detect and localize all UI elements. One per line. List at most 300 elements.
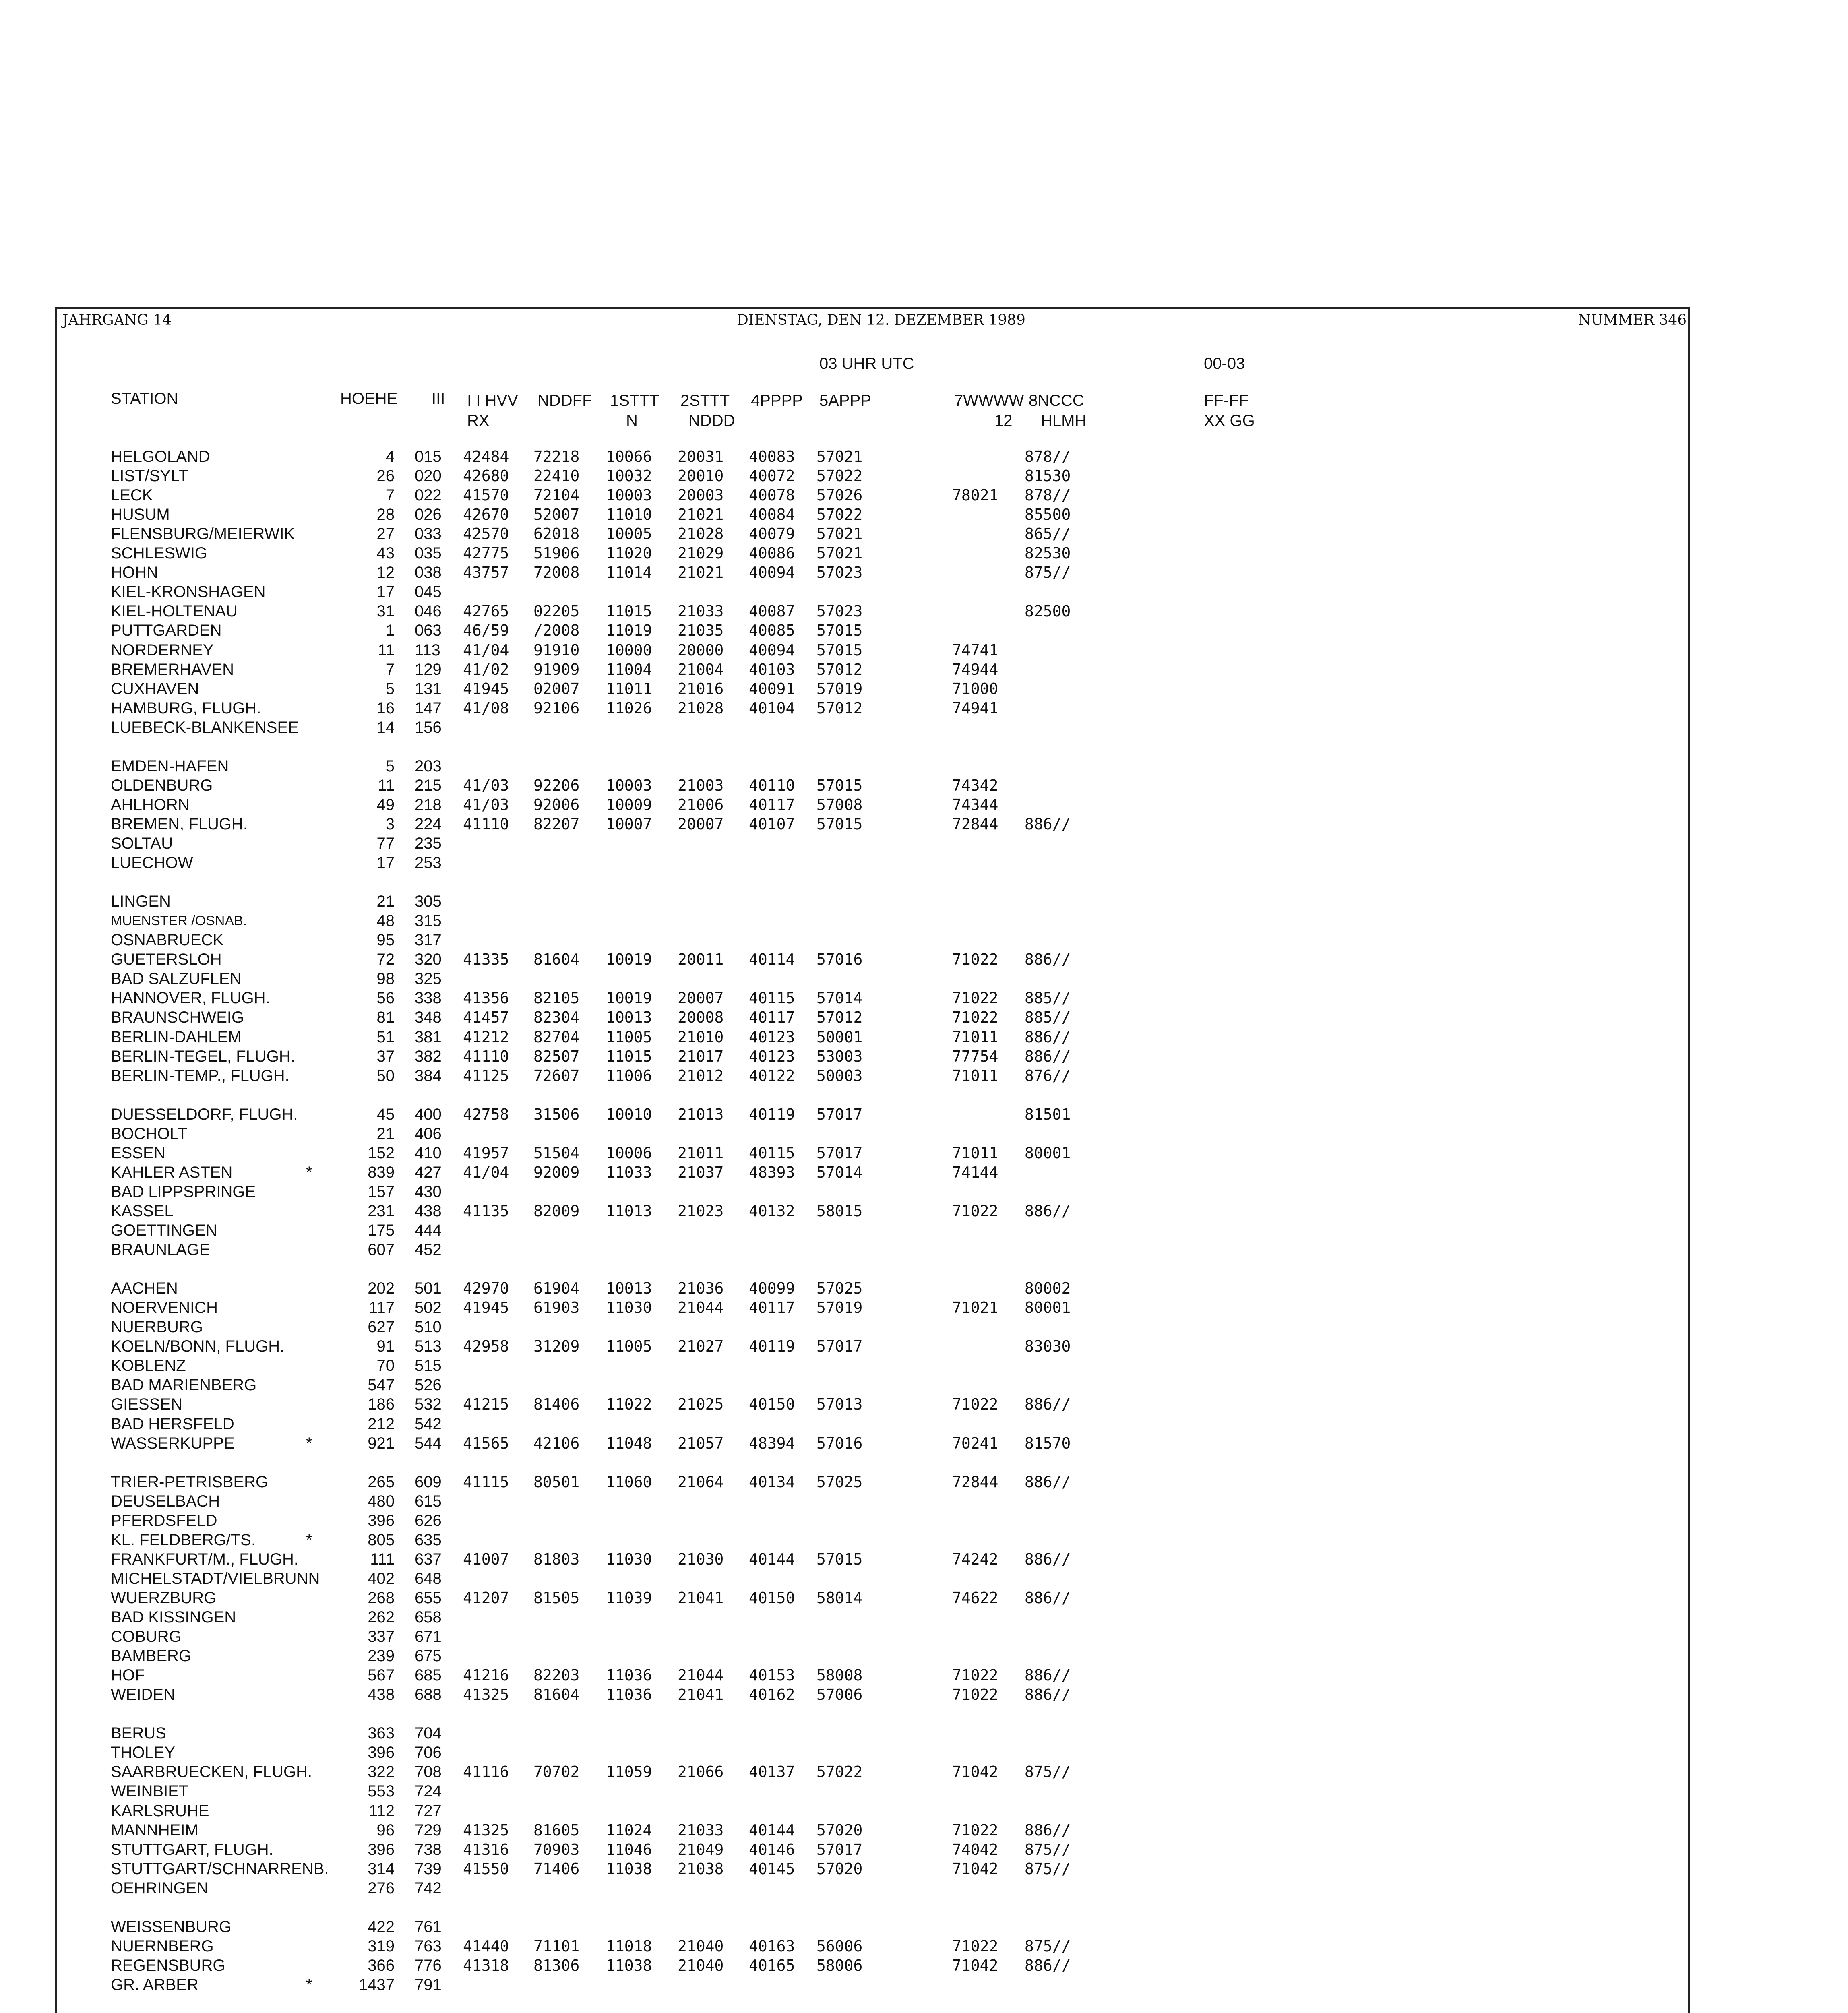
col-header-7wwww-bottom: 12 [994, 412, 1013, 430]
synop-group-3: 11014 [606, 564, 652, 582]
synop-group-2: 72218 [533, 448, 580, 465]
synop-group-3: 10000 [606, 641, 652, 659]
station-id: 444 [415, 1221, 442, 1239]
station-name: MICHELSTADT/VIELBRUNN [111, 1569, 320, 1587]
synop-group-5: 40104 [749, 699, 795, 717]
col-header-ihvv [467, 391, 518, 431]
synop-group-5: 40103 [749, 660, 795, 678]
col-header-station: STATION [111, 390, 178, 407]
synop-group-2: 72008 [533, 564, 580, 582]
synop-group-2: 82704 [533, 1028, 580, 1046]
table-row [0, 1027, 1848, 1047]
synop-group-5: 40115 [749, 1144, 795, 1162]
synop-group-5: 40123 [749, 1047, 795, 1065]
synop-group-2: 91909 [533, 660, 580, 678]
station-name: KAHLER ASTEN [111, 1163, 233, 1181]
synop-group-7: 71022 [952, 989, 998, 1007]
synop-group-2: 81605 [533, 1821, 580, 1839]
station-name: HELGOLAND [111, 448, 210, 465]
synop-group-3: 11018 [606, 1937, 652, 1955]
table-row [0, 1666, 1848, 1685]
synop-group-2: 82203 [533, 1666, 580, 1684]
synop-group-1: 41550 [463, 1860, 509, 1878]
station-height: 16 [376, 699, 395, 717]
synop-group-5: 40091 [749, 680, 795, 698]
synop-group-3: 11059 [606, 1763, 652, 1781]
synop-group-1: 41565 [463, 1434, 509, 1452]
synop-group-6: 58008 [817, 1666, 863, 1684]
station-id: 317 [415, 931, 442, 949]
synop-group-3: 11011 [606, 680, 652, 698]
station-id: 542 [415, 1415, 442, 1433]
station-name: BOCHOLT [111, 1124, 188, 1143]
issue-number: NUMMER 346 [1578, 312, 1687, 329]
synop-group-3: 10013 [606, 1009, 652, 1027]
synop-group-7: 74144 [952, 1163, 998, 1181]
synop-group-2: 61904 [533, 1279, 580, 1298]
synop-group-3: 11030 [606, 1299, 652, 1317]
synop-group-3: 10006 [606, 1144, 652, 1162]
synop-group-8: 81530 [1025, 467, 1071, 485]
station-id: 738 [415, 1840, 442, 1858]
synop-group-6: 57015 [817, 641, 863, 659]
synop-group-1: 41325 [463, 1686, 509, 1704]
station-name: HUSUM [111, 506, 170, 524]
station-name: SAARBRUECKEN, FLUGH. [111, 1763, 312, 1781]
table-row [0, 1317, 1848, 1337]
synop-group-3: 11036 [606, 1686, 652, 1704]
station-id: 020 [415, 467, 442, 485]
station-height: 112 [369, 1802, 395, 1820]
synop-group-6: 57016 [817, 951, 863, 969]
synop-group-1: 41457 [463, 1009, 509, 1027]
synop-group-4: 21030 [678, 1550, 724, 1568]
synop-group-3: 11024 [606, 1821, 652, 1839]
synop-group-1: 41570 [463, 486, 509, 504]
synop-group-5: 40153 [749, 1666, 795, 1684]
synop-group-5: 40117 [749, 1299, 795, 1317]
synop-group-4: 21021 [678, 564, 724, 582]
synop-group-1: 41335 [463, 951, 509, 969]
table-row [0, 1472, 1848, 1492]
table-row [0, 1530, 1848, 1550]
table-row [0, 601, 1848, 621]
synop-group-2: 92009 [533, 1163, 580, 1181]
station-height: 48 [376, 912, 395, 930]
station-name: LECK [111, 486, 153, 504]
station-name: ESSEN [111, 1144, 165, 1162]
synop-group-6: 57016 [817, 1434, 863, 1452]
station-name: KOBLENZ [111, 1357, 186, 1375]
table-row [0, 1879, 1848, 1898]
table-row [0, 621, 1848, 640]
station-name: HANNOVER, FLUGH. [111, 989, 270, 1007]
station-id: 706 [415, 1744, 442, 1762]
synop-group-6: 57020 [817, 1860, 863, 1878]
station-name: SOLTAU [111, 835, 173, 852]
station-name: STUTTGART, FLUGH. [111, 1840, 273, 1858]
synop-group-5: 40094 [749, 564, 795, 582]
table-row [0, 1840, 1848, 1859]
synop-group-5: 40150 [749, 1589, 795, 1607]
synop-group-8: 886// [1025, 1473, 1071, 1491]
date-label: DIENSTAG, DEN 12. DEZEMBER 1989 [737, 312, 1025, 329]
table-row [0, 1492, 1848, 1511]
station-height: 1 [385, 622, 395, 640]
station-name: WEIDEN [111, 1686, 175, 1704]
station-name: BREMEN, FLUGH. [111, 815, 248, 833]
station-height: 49 [376, 796, 395, 814]
station-id: 156 [415, 718, 442, 736]
synop-group-5: 40132 [749, 1202, 795, 1220]
station-height: 314 [368, 1860, 395, 1878]
station-height: 21 [376, 1124, 395, 1143]
synop-group-7: 74242 [952, 1550, 998, 1568]
synop-group-8: 886// [1025, 1202, 1071, 1220]
synop-group-3: 11004 [606, 660, 652, 678]
station-id: 320 [415, 951, 442, 969]
station-height: 98 [376, 970, 395, 988]
table-row [0, 486, 1848, 505]
synop-group-6: 58014 [817, 1589, 863, 1607]
synop-group-7: 71011 [952, 1028, 998, 1046]
station-height: 17 [376, 854, 395, 872]
station-id: 763 [415, 1937, 442, 1955]
station-name: KASSEL [111, 1202, 174, 1220]
synop-group-1: 41945 [463, 1299, 509, 1317]
station-name: THOLEY [111, 1744, 176, 1762]
synop-group-4: 21013 [678, 1105, 724, 1123]
synop-group-6: 58015 [817, 1202, 863, 1220]
synop-group-4: 21036 [678, 1279, 724, 1298]
synop-group-3: 11006 [606, 1066, 652, 1085]
synop-group-7: 74342 [952, 776, 998, 794]
synop-group-6: 57022 [817, 506, 863, 524]
synop-group-7: 71000 [952, 680, 998, 698]
station-id: 430 [415, 1182, 442, 1201]
synop-group-3: 11048 [606, 1434, 652, 1452]
synop-group-8: 83030 [1025, 1337, 1071, 1356]
station-height: 5 [385, 680, 395, 698]
synop-group-4: 20010 [678, 467, 724, 485]
station-name: BERUS [111, 1724, 166, 1742]
synop-group-1: 42758 [463, 1105, 509, 1123]
station-name: DUESSELDORF, FLUGH. [111, 1105, 298, 1123]
station-id: 046 [415, 602, 442, 620]
synop-group-3: 11022 [606, 1395, 652, 1414]
synop-group-5: 40137 [749, 1763, 795, 1781]
col-header-1sttt-bottom: N [626, 412, 638, 430]
synop-group-2: 91910 [533, 641, 580, 659]
station-height: 26 [376, 467, 395, 485]
synop-group-5: 40150 [749, 1395, 795, 1414]
col-header-ffff-top: FF-FF [1204, 392, 1249, 409]
synop-group-5: 40084 [749, 506, 795, 524]
station-name: TRIER-PETRISBERG [111, 1473, 269, 1491]
station-id: 501 [415, 1279, 442, 1298]
synop-group-3: 11038 [606, 1860, 652, 1878]
station-height: 276 [368, 1879, 395, 1897]
synop-group-2: 51504 [533, 1144, 580, 1162]
synop-group-2: 92006 [533, 796, 580, 814]
synop-group-2: 71406 [533, 1860, 580, 1878]
station-id: 655 [415, 1589, 442, 1607]
station-name: COBURG [111, 1628, 182, 1646]
synop-group-3: 11036 [606, 1666, 652, 1684]
station-height: 70 [376, 1357, 395, 1375]
table-row [0, 1240, 1848, 1259]
synop-group-3: 10003 [606, 776, 652, 794]
synop-group-3: 11046 [606, 1840, 652, 1858]
synop-group-2: 81306 [533, 1956, 580, 1974]
synop-group-2: 42106 [533, 1434, 580, 1452]
station-height: 7 [385, 660, 395, 678]
station-id: 045 [415, 583, 442, 601]
station-height: 56 [376, 989, 395, 1007]
synop-group-4: 21029 [678, 544, 724, 562]
synop-group-8: 878// [1025, 486, 1071, 504]
table-row [0, 1221, 1848, 1240]
synop-group-1: 41945 [463, 680, 509, 698]
station-id: 035 [415, 544, 442, 562]
synop-group-8: 81570 [1025, 1434, 1071, 1452]
synop-group-2: 71101 [533, 1937, 580, 1955]
station-name: BERLIN-DAHLEM [111, 1028, 242, 1046]
synop-group-1: 42680 [463, 467, 509, 485]
station-height: 319 [368, 1937, 395, 1955]
table-row [0, 1859, 1848, 1879]
synop-group-7: 71022 [952, 1009, 998, 1027]
table-row [0, 699, 1848, 718]
synop-group-3: 10007 [606, 815, 652, 833]
synop-group-2: 82304 [533, 1009, 580, 1027]
synop-group-1: 41957 [463, 1144, 509, 1162]
synop-group-2: 62018 [533, 525, 580, 543]
station-height: 37 [376, 1047, 395, 1065]
station-height: 567 [368, 1666, 395, 1684]
synop-group-7: 70241 [952, 1434, 998, 1452]
station-name: FRANKFURT/M., FLUGH. [111, 1550, 298, 1568]
station-id: 253 [415, 854, 442, 872]
synop-group-6: 57012 [817, 699, 863, 717]
synop-group-1: 41/04 [463, 1163, 509, 1181]
synop-group-6: 57026 [817, 486, 863, 504]
synop-group-4: 21010 [678, 1028, 724, 1046]
synop-group-1: 46/59 [463, 622, 509, 640]
synop-group-4: 21041 [678, 1589, 724, 1607]
table-row [0, 911, 1848, 930]
station-id: 615 [415, 1492, 442, 1510]
synop-group-7: 74941 [952, 699, 998, 717]
col-header-7wwww-top: 7WWWW [954, 392, 1024, 409]
synop-group-7: 71022 [952, 951, 998, 969]
station-name: LINGEN [111, 893, 171, 911]
synop-group-3: 11026 [606, 699, 652, 717]
col-header-8nccc-top: 8NCCC [1029, 392, 1084, 409]
synop-group-7: 71022 [952, 1937, 998, 1955]
station-name: KARLSRUHE [111, 1802, 209, 1820]
station-name: DEUSELBACH [111, 1492, 220, 1510]
table-row [0, 1143, 1848, 1163]
station-id: 131 [415, 680, 442, 698]
synop-group-4: 21025 [678, 1395, 724, 1414]
station-name: MANNHEIM [111, 1821, 198, 1839]
station-id: 410 [415, 1144, 442, 1162]
table-row [0, 1434, 1848, 1453]
table-row [0, 1375, 1848, 1395]
period-label: 00-03 [1204, 355, 1245, 372]
station-height: 553 [368, 1782, 395, 1800]
station-height: 43 [376, 544, 395, 562]
station-height: 921 [368, 1434, 395, 1452]
synop-group-5: 40094 [749, 641, 795, 659]
synop-group-1: 42765 [463, 602, 509, 620]
station-id: 532 [415, 1395, 442, 1414]
synop-group-2: 22410 [533, 467, 580, 485]
synop-group-5: 40163 [749, 1937, 795, 1955]
station-name: NORDERNEY [111, 641, 214, 659]
station-name: REGENSBURG [111, 1956, 225, 1974]
station-name: GUETERSLOH [111, 951, 222, 969]
station-name: OSNABRUECK [111, 931, 224, 949]
station-id: 658 [415, 1608, 442, 1626]
synop-group-2: 81803 [533, 1550, 580, 1568]
synop-group-4: 21033 [678, 602, 724, 620]
station-height: 262 [368, 1608, 395, 1626]
table-row [0, 679, 1848, 699]
synop-group-1: 41318 [463, 1956, 509, 1974]
synop-group-8: 878// [1025, 448, 1071, 465]
table-row [0, 1917, 1848, 1937]
station-height: 81 [376, 1009, 395, 1027]
synop-group-6: 57014 [817, 1163, 863, 1181]
station-height: 268 [368, 1589, 395, 1607]
station-name: CUXHAVEN [111, 680, 199, 698]
table-row [0, 1337, 1848, 1356]
station-name: PUTTGARDEN [111, 622, 222, 640]
table-row [0, 1008, 1848, 1027]
station-height: 17 [376, 583, 395, 601]
synop-group-8: 865// [1025, 525, 1071, 543]
station-height: 91 [376, 1337, 395, 1356]
synop-group-8: 82500 [1025, 602, 1071, 620]
table-row [0, 988, 1848, 1008]
synop-group-7: 71022 [952, 1395, 998, 1414]
synop-group-3: 10010 [606, 1105, 652, 1123]
synop-group-2: 81604 [533, 1686, 580, 1704]
synop-group-1: 41216 [463, 1666, 509, 1684]
station-name: OEHRINGEN [111, 1879, 209, 1897]
synop-group-6: 57015 [817, 815, 863, 833]
synop-group-5: 40119 [749, 1337, 795, 1356]
col-header-2sttt-bottom: NDDD [688, 412, 735, 430]
station-name: WASSERKUPPE [111, 1434, 235, 1452]
station-height: 265 [368, 1473, 395, 1491]
synop-group-8: 885// [1025, 1009, 1071, 1027]
table-row-spacer [0, 737, 1848, 756]
synop-group-6: 57017 [817, 1840, 863, 1858]
station-height: 21 [376, 893, 395, 911]
synop-group-6: 57017 [817, 1105, 863, 1123]
station-name: BREMERHAVEN [111, 660, 234, 678]
synop-group-4: 20003 [678, 486, 724, 504]
synop-group-1: 42958 [463, 1337, 509, 1356]
table-row [0, 447, 1848, 466]
station-id: 742 [415, 1879, 442, 1897]
station-id: 022 [415, 486, 442, 504]
synop-group-7: 74622 [952, 1589, 998, 1607]
synop-group-2: 81505 [533, 1589, 580, 1607]
synop-group-6: 57014 [817, 989, 863, 1007]
synop-group-4: 21023 [678, 1202, 724, 1220]
station-id: 526 [415, 1376, 442, 1394]
synop-group-3: 11038 [606, 1956, 652, 1974]
table-row [0, 1956, 1848, 1975]
synop-group-3: 10019 [606, 989, 652, 1007]
synop-group-5: 40134 [749, 1473, 795, 1491]
synop-group-5: 40165 [749, 1956, 795, 1974]
station-height: 11 [378, 641, 395, 659]
station-id: 515 [415, 1357, 442, 1375]
synop-group-7: 77754 [952, 1047, 998, 1065]
station-height: 157 [368, 1182, 395, 1201]
station-name: EMDEN-HAFEN [111, 757, 229, 775]
synop-group-7: 71011 [952, 1144, 998, 1162]
station-name: NUERNBERG [111, 1937, 214, 1955]
synop-group-3: 11010 [606, 506, 652, 524]
synop-group-6: 57017 [817, 1144, 863, 1162]
synop-group-3: 10003 [606, 486, 652, 504]
station-name: BAD LIPPSPRINGE [111, 1182, 256, 1201]
station-height: 95 [376, 931, 395, 949]
synop-group-1: 41316 [463, 1840, 509, 1858]
synop-group-5: 40117 [749, 1009, 795, 1027]
synop-group-5: 40099 [749, 1279, 795, 1298]
synop-group-7: 78021 [952, 486, 998, 504]
synop-group-8: 886// [1025, 1589, 1071, 1607]
synop-group-4: 21006 [678, 796, 724, 814]
station-name: STUTTGART/SCHNARRENB. [111, 1860, 329, 1878]
station-height: 363 [368, 1724, 395, 1742]
synop-group-6: 57019 [817, 1299, 863, 1317]
synop-group-3: 10032 [606, 467, 652, 485]
col-header-2sttt [680, 391, 735, 431]
table-row [0, 1414, 1848, 1434]
synop-group-1: 41135 [463, 1202, 509, 1220]
station-height: 117 [369, 1299, 395, 1317]
synop-group-2: 02007 [533, 680, 580, 698]
table-row [0, 1550, 1848, 1569]
station-id: 427 [415, 1163, 442, 1181]
station-height: 27 [376, 525, 395, 543]
station-name: NUERBURG [111, 1318, 203, 1336]
station-id: 510 [415, 1318, 442, 1336]
mountain-marker: * [306, 1531, 312, 1549]
synop-group-6: 57022 [817, 1763, 863, 1781]
synop-group-6: 57017 [817, 1337, 863, 1356]
station-height: 152 [368, 1144, 395, 1162]
synop-group-1: 41110 [463, 1047, 509, 1065]
table-row [0, 1182, 1848, 1201]
synop-group-7: 74741 [952, 641, 998, 659]
station-id: 704 [415, 1724, 442, 1742]
col-header-nddff: NDDFF [537, 392, 592, 409]
synop-group-4: 21016 [678, 680, 724, 698]
station-name: AHLHORN [111, 796, 190, 814]
synop-group-6: 57023 [817, 564, 863, 582]
synop-group-8: 875// [1025, 1763, 1071, 1781]
synop-group-8: 876// [1025, 1066, 1071, 1085]
